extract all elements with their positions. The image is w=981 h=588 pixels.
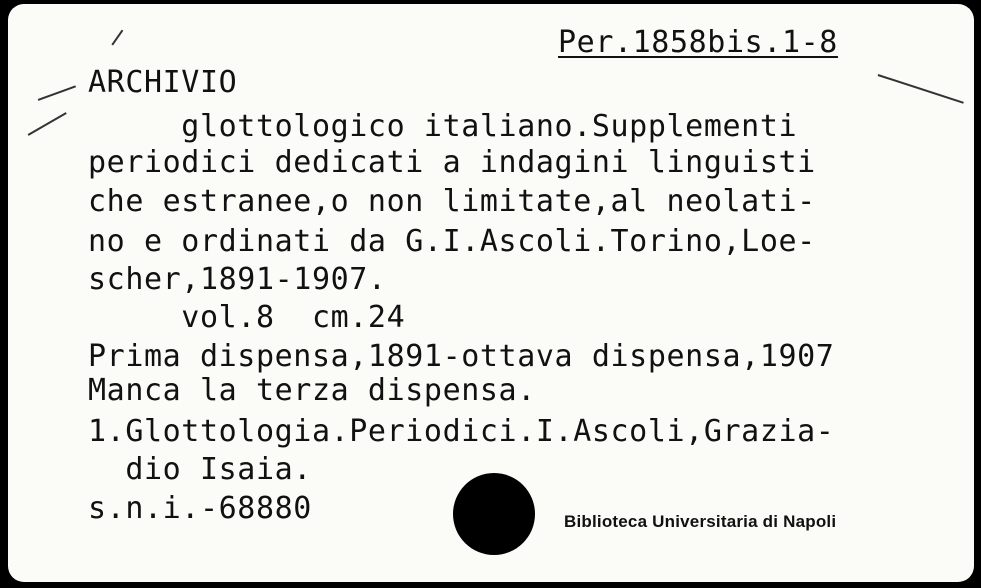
pen-mark [38,85,76,100]
card-line-1: ARCHIVIO [88,65,238,100]
card-line-3: periodici dedicati a indagini linguisti [88,145,816,180]
card-line-9: Manca la terza dispensa. [88,373,536,408]
card-line-7: vol.8 cm.24 [88,300,406,335]
library-stamp: Biblioteca Universitaria di Napoli [564,512,837,531]
card-line-8: Prima dispensa,1891-ottava dispensa,1907 [88,339,835,374]
card-line-5: no e ordinati da G.I.Ascoli.Torino,Loe- [88,224,816,259]
card-line-4: che estranee,o non limitate,al neolati- [88,184,816,219]
pen-mark [111,30,123,46]
card-line-10: 1.Glottologia.Periodici.I.Ascoli,Grazia- [88,414,835,449]
card-line-12: s.n.i.-68880 [88,491,312,526]
pen-mark [878,74,964,103]
punch-hole [453,473,535,555]
catalog-card [8,4,974,582]
card-line-6: scher,1891-1907. [88,262,387,297]
shelfmark: Per.1858bis.1-8 [558,25,838,60]
card-line-11: dio Isaia. [88,452,312,487]
card-line-2: glottologico italiano.Supplementi [88,109,798,144]
pen-mark [28,112,67,135]
